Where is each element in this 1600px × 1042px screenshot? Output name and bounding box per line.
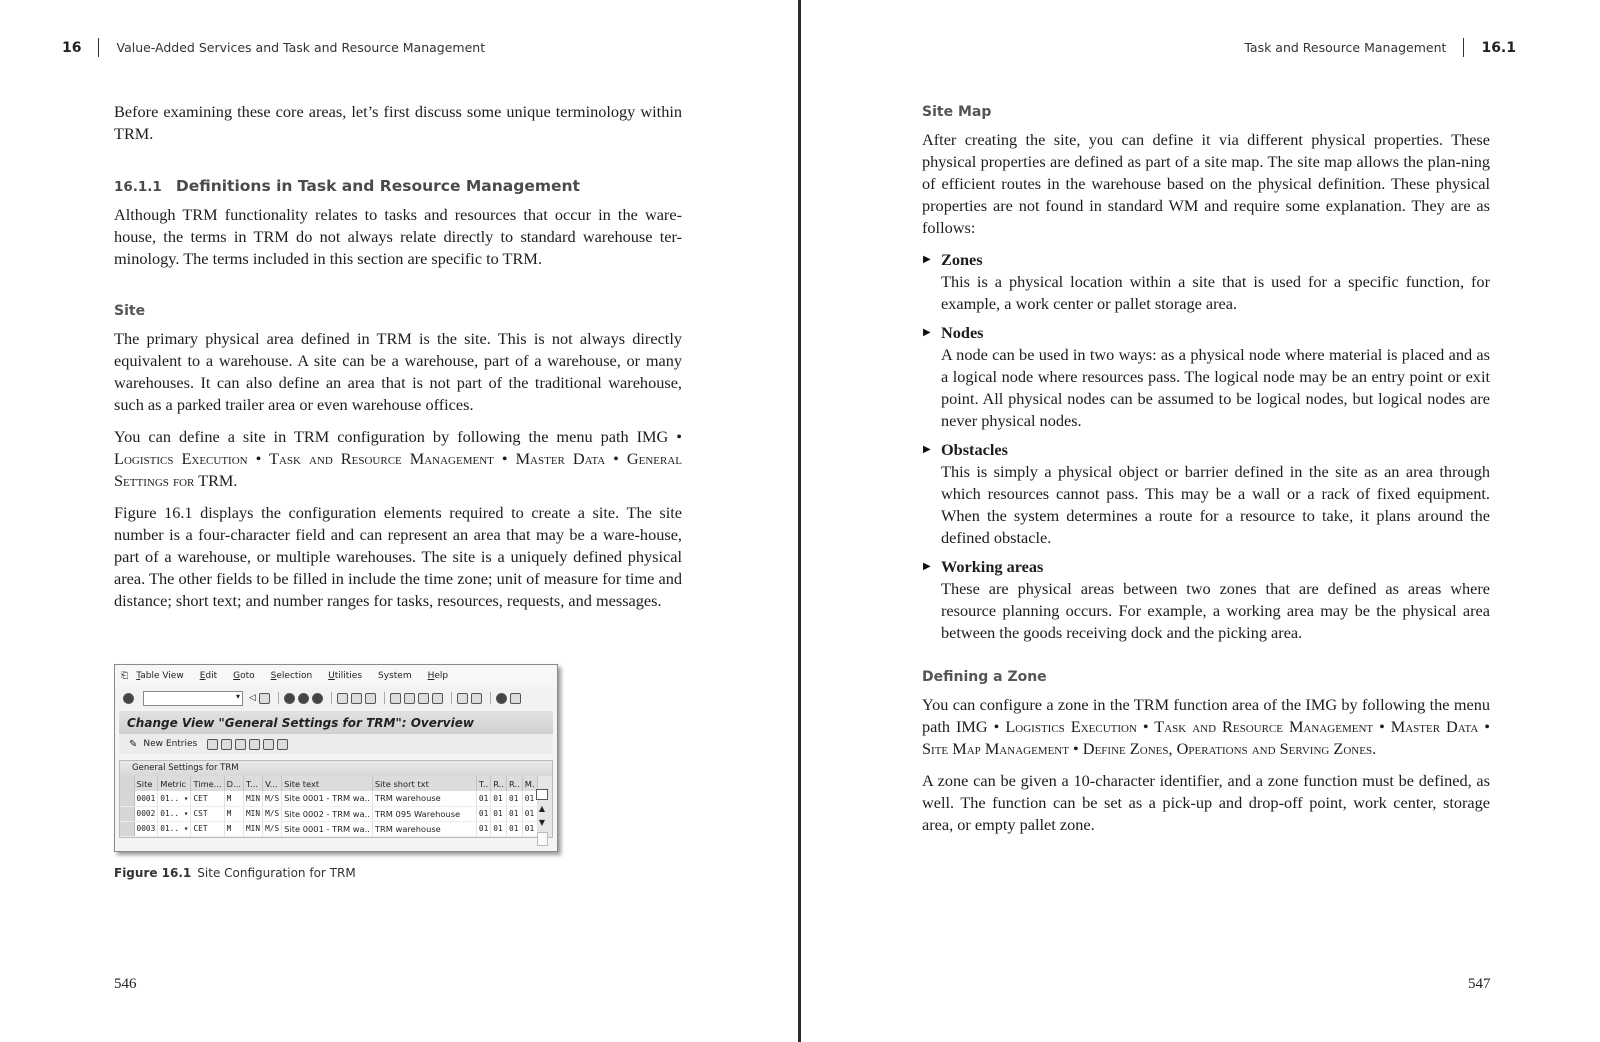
find-icon[interactable]	[351, 693, 362, 704]
table-header-row	[120, 776, 537, 791]
bullet-triangle-icon: ▶	[923, 327, 931, 338]
new-entries-button[interactable]: New Entries	[143, 739, 198, 749]
toolbar-separator	[278, 692, 279, 704]
cell-time-zone[interactable]: CET	[191, 791, 224, 806]
next-page-icon[interactable]	[418, 693, 429, 704]
col-header[interactable]: M.	[522, 776, 537, 791]
cell-site-short-text[interactable]: TRM warehouse	[372, 821, 476, 836]
cell-time-unit[interactable]: MIN	[243, 821, 262, 836]
cell-request-range[interactable]: 01	[507, 821, 523, 836]
left-page	[0, 0, 798, 1042]
col-header[interactable]: V...	[263, 776, 282, 791]
site-paragraph-1: The primary physical area defined in TRM is the site. This is not always directly equivalent to a warehouse. A site can be a warehouse, part of a warehouse, or many warehouses. It can also define an area that is not part of the traditional warehouse, such as a parked trailer area or even warehouse offices.	[114, 329, 682, 414]
chapter-title: Value-Added Services and Task and Resource Management	[116, 40, 486, 55]
select-block-icon[interactable]	[263, 739, 274, 750]
cell-distance-unit[interactable]: M	[224, 791, 243, 806]
menu-exit-icon[interactable]: ⎗	[121, 671, 129, 681]
col-header[interactable]: Site	[134, 776, 158, 791]
col-header[interactable]: Time...	[191, 776, 224, 791]
new-session-icon[interactable]	[457, 693, 468, 704]
menu-help[interactable]: Help	[427, 671, 449, 681]
list-item	[922, 556, 1490, 644]
running-head-divider	[1463, 38, 1464, 57]
collapse-icon[interactable]: ◁	[249, 693, 256, 703]
find-next-icon[interactable]	[365, 693, 376, 704]
table-caption: General Settings for TRM	[120, 761, 552, 776]
row-selector[interactable]	[120, 821, 134, 836]
previous-page-icon[interactable]	[404, 693, 415, 704]
site-heading: Site	[114, 303, 146, 319]
figure-label: Figure 16.1	[114, 866, 192, 880]
cell-task-range[interactable]: 01	[476, 821, 490, 836]
cell-request-range[interactable]: 01	[507, 806, 523, 821]
cell-site-short-text[interactable]: TRM 095 Warehouse	[372, 806, 476, 821]
sap-standard-toolbar	[115, 687, 557, 709]
menu-goto[interactable]: Goto	[233, 671, 255, 681]
cell-site[interactable]: 0003	[134, 821, 158, 836]
cell-message-range[interactable]: 01	[522, 821, 537, 836]
definition-text: A node can be used in two ways: as a physical node where material is placed and as a logical node where resources pass. The logical node may be an entry point or exit point. All physical nodes can be assumed to be logical nodes, but logical nodes are never physical nodes.	[941, 345, 1490, 430]
zone-paragraph-1-end: .	[1372, 739, 1377, 758]
cell-time-unit[interactable]: MIN	[243, 806, 262, 821]
back-icon[interactable]	[284, 693, 295, 704]
cell-task-range[interactable]: 01	[476, 806, 490, 821]
cell-time-unit[interactable]: MIN	[243, 791, 262, 806]
select-all-cell[interactable]	[120, 776, 134, 791]
bullet-triangle-icon: ▶	[923, 254, 931, 265]
col-header[interactable]: R..	[491, 776, 507, 791]
print-icon[interactable]	[337, 693, 348, 704]
cell-task-range[interactable]: 01	[476, 791, 490, 806]
site-paragraph-2	[114, 426, 682, 492]
definition-text: These are physical areas between two zones that are defined as areas where resource planning occurs. For example, a working area may be the physical area between the goods receiving dock and the picking area.	[941, 579, 1490, 642]
cell-distance-unit[interactable]: M	[224, 806, 243, 821]
menu-system[interactable]: System	[378, 671, 412, 681]
site-paragraph-2-text: You can define a site in TRM configuration by following the menu path IMG •	[114, 427, 682, 446]
toolbar-separator	[490, 692, 491, 704]
cell-time-zone[interactable]: CST	[191, 806, 224, 821]
site-paragraph-2-end: .	[233, 471, 238, 490]
section-title: Definitions in Task and Resource Management	[175, 177, 580, 195]
table-row	[120, 791, 537, 806]
application-toolbar	[119, 734, 553, 754]
definition-term: Nodes	[941, 323, 984, 342]
undo-change-icon[interactable]	[235, 739, 246, 750]
site-map-intro: After creating the site, you can define it via different physical properties. These physical properties are defined as part of a site map. The site map allows the plan-ning of efficient routes in the warehouse based on the physical definition. These physical properties are not found in standard WM and require some explanation. They are as follows:	[922, 130, 1490, 237]
help-icon[interactable]	[496, 693, 507, 704]
section-title-header: Task and Resource Management	[1244, 40, 1447, 55]
section-number-header: 16.1	[1481, 39, 1516, 56]
col-header[interactable]: Site text	[282, 776, 373, 791]
zone-paragraph-1-text: You can configure a zone in the TRM function area of the IMG by following the menu path IMG •	[922, 695, 1490, 736]
screen-title: Change View "General Settings for TRM": Overview	[119, 711, 553, 734]
row-selector[interactable]	[120, 806, 134, 821]
cancel-icon[interactable]	[312, 693, 323, 704]
figure-caption-text: Site Configuration for TRM	[197, 866, 356, 880]
left-text-column	[114, 101, 682, 622]
section-intro-paragraph: Although TRM functionality relates to tasks and resources that occur in the ware-house, the terms in TRM do not always relate directly to standard warehouse ter-minology. The terms included in this section are specific to TRM.	[114, 205, 682, 268]
right-page	[802, 0, 1600, 1042]
delete-icon[interactable]	[221, 739, 232, 750]
toolbar-separator	[331, 692, 332, 704]
running-head-left	[62, 38, 485, 57]
command-dropdown-icon[interactable]: ▾	[235, 691, 240, 701]
intro-paragraph: Before examining these core areas, let’s first discuss some unique terminology within TRM.	[114, 102, 682, 143]
menu-table-view[interactable]: Table View	[136, 671, 184, 681]
figure-sap-screenshot	[114, 664, 558, 852]
menu-selection[interactable]: Selection	[270, 671, 313, 681]
definition-text: This is a physical location within a site that is used for a specific function, for example, a work center or pallet storage area.	[941, 272, 1490, 313]
scroll-up-icon[interactable]: ▲	[538, 804, 546, 813]
cell-site-text[interactable]: Site 0002 - TRM wa..	[282, 806, 373, 821]
cell-metric[interactable]: 01.. ▾	[158, 821, 191, 836]
table-scrollbar[interactable]	[535, 789, 549, 846]
toolbar-separator	[451, 692, 452, 704]
definition-term: Zones	[941, 250, 983, 269]
change-display-icon[interactable]: ✎	[129, 738, 138, 750]
cell-message-range[interactable]: 01	[522, 806, 537, 821]
menu-path: Logistics Execution • Task and Resource Management • Master Data • General Settings for TRM	[114, 449, 682, 490]
cell-velocity-unit[interactable]: M/S	[263, 821, 282, 836]
running-head-divider	[98, 38, 99, 57]
page-number-right: 547	[1468, 976, 1491, 992]
cell-site[interactable]: 0001	[134, 791, 158, 806]
sap-menu-bar	[115, 665, 557, 687]
last-page-icon[interactable]	[432, 693, 443, 704]
table-control	[119, 760, 553, 838]
definition-text: This is simply a physical object or barrier defined in the site as an area through which resources cannot pass. This may be a wall or a rack of fixed equipment. When the system determines a route for a resource to take, it plans around the defined obstacle.	[941, 462, 1490, 547]
first-page-icon[interactable]	[390, 693, 401, 704]
site-map-heading: Site Map	[922, 104, 992, 120]
cell-distance-unit[interactable]: M	[224, 821, 243, 836]
cell-resource-range[interactable]: 01	[491, 791, 507, 806]
definition-term: Working areas	[941, 557, 1044, 576]
col-header[interactable]: T...	[243, 776, 262, 791]
cell-request-range[interactable]: 01	[507, 791, 523, 806]
scroll-down-icon[interactable]: ▼	[538, 818, 546, 827]
cell-resource-range[interactable]: 01	[491, 806, 507, 821]
running-head-right	[1244, 38, 1516, 57]
shortcut-icon[interactable]	[471, 693, 482, 704]
deselect-all-icon[interactable]	[277, 739, 288, 750]
col-header[interactable]: Site short txt	[372, 776, 476, 791]
cell-time-zone[interactable]: CET	[191, 821, 224, 836]
defining-zone-heading: Defining a Zone	[922, 669, 1047, 685]
zone-paragraph-1	[922, 694, 1490, 760]
select-all-icon[interactable]	[249, 739, 260, 750]
list-item	[922, 322, 1490, 432]
cell-site-short-text[interactable]: TRM warehouse	[372, 791, 476, 806]
page-divider	[798, 0, 801, 1042]
cell-velocity-unit[interactable]: M/S	[263, 791, 282, 806]
site-paragraph-3: Figure 16.1 displays the configuration elements required to create a site. The site number is a four-character field and can represent an area that may be a ware-house, part of a warehouse, or multiple warehouses. The site is a uniquely defined physical area. The other fields to be filled in include the time zone; unit of measure for time and distance; short text; and number ranges for tasks, resources, requests, and messages.	[114, 503, 682, 610]
save-icon[interactable]	[259, 693, 270, 704]
settings-table	[120, 776, 538, 837]
table-row	[120, 806, 537, 821]
section-number: 16.1.1	[114, 179, 162, 195]
col-header[interactable]: D...	[224, 776, 243, 791]
list-item	[922, 439, 1490, 549]
col-header[interactable]: Metric	[158, 776, 191, 791]
cell-metric[interactable]: 01.. ▾	[158, 806, 191, 821]
row-selector[interactable]	[120, 791, 134, 806]
cell-site-text[interactable]: Site 0001 - TRM wa..	[282, 791, 373, 806]
cell-resource-range[interactable]: 01	[491, 821, 507, 836]
cell-site-text[interactable]: Site 0001 - TRM wa..	[282, 821, 373, 836]
right-text-column	[922, 101, 1490, 846]
menu-edit[interactable]: Edit	[199, 671, 218, 681]
copy-as-icon[interactable]	[207, 739, 218, 750]
section-heading	[114, 175, 682, 198]
enter-icon[interactable]	[123, 693, 134, 704]
cell-message-range[interactable]: 01	[522, 791, 537, 806]
chapter-number: 16	[62, 39, 82, 56]
figure-caption	[114, 866, 356, 880]
command-field[interactable]	[143, 691, 243, 706]
menu-path: Logistics Execution • Task and Resource Management • Master Data • Site Map Management • Define Zones, Operations and Serving Zones	[922, 717, 1490, 758]
list-item	[922, 249, 1490, 315]
toolbar-separator	[384, 692, 385, 704]
table-row	[120, 821, 537, 836]
definition-term: Obstacles	[941, 440, 1008, 459]
zone-paragraph-2: A zone can be given a 10-character identifier, and a zone function must be defined, as well. The function can be set as a pick-up and drop-off point, work center, storage area, or empty pallet zone.	[922, 771, 1490, 834]
scroll-thumb[interactable]	[537, 832, 548, 846]
bullet-triangle-icon: ▶	[923, 444, 931, 455]
exit-icon[interactable]	[298, 693, 309, 704]
col-header[interactable]: T..	[476, 776, 490, 791]
definition-list	[922, 249, 1490, 644]
page-number-left: 546	[114, 976, 137, 992]
cell-velocity-unit[interactable]: M/S	[263, 806, 282, 821]
table-settings-icon[interactable]	[536, 789, 548, 800]
bullet-triangle-icon: ▶	[923, 561, 931, 572]
layout-menu-icon[interactable]	[510, 693, 521, 704]
col-header[interactable]: R..	[507, 776, 523, 791]
cell-site[interactable]: 0002	[134, 806, 158, 821]
menu-utilities[interactable]: Utilities	[328, 671, 363, 681]
cell-metric[interactable]: 01.. ▾	[158, 791, 191, 806]
